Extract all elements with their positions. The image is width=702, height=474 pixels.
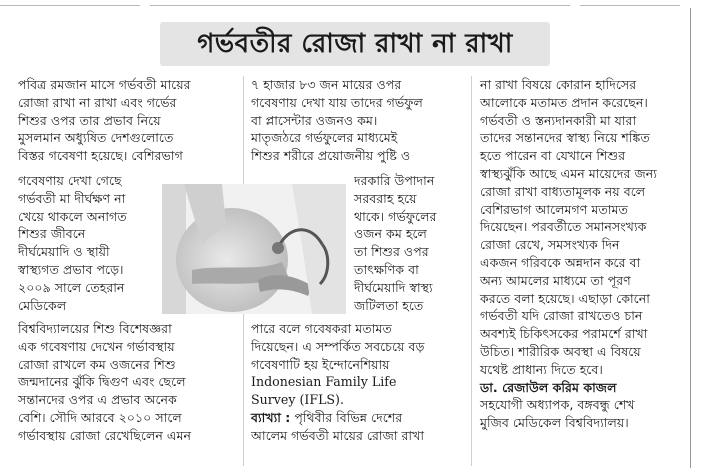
text-line: রোজা রাখলে কম ওজনের শিশু: [18, 356, 176, 372]
text-line: পবিত্র রমজান মাসে গর্ভবতী মায়ের: [18, 77, 191, 92]
text-line: করতে বলা হয়েছে। এছাড়া কোনো: [480, 290, 650, 306]
text-line: হতে পারেন বা যেখানে শিশুর: [480, 148, 626, 164]
text-line: ৭ হাজার ৮৩ জন মায়ের ওপর: [251, 77, 402, 92]
author-name: ডা. রেজাউল করিম কাজল: [480, 379, 617, 395]
text-line: স্বাস্থ্যঝুঁকি আছে এমন মায়েদের জন্য: [480, 165, 657, 181]
text-line: গবেষণায় দেখা যায় তাদের গর্ভফুল: [251, 94, 423, 110]
text-line: Indonesian Family Life: [251, 374, 397, 390]
article-column-1-top: [18, 76, 240, 165]
text-line: বিশ্ববিদ্যালয়ের শিশু বিশেষজ্ঞরা: [18, 321, 172, 336]
text-line: খেয়ে থাকলে অনাগত: [18, 208, 127, 224]
article-column-1-bottom: [18, 320, 191, 445]
text-line: জন্মদানের ঝুঁকি দ্বিগুণ এবং ছেলে: [18, 374, 186, 390]
text-line: এক গবেষণায় দেখেন গর্ভাবস্থায়: [18, 338, 175, 354]
text-line: গর্ভবতী মা দীর্ঘক্ষণ না: [18, 190, 126, 206]
text-line: গবেষণায় দেখা গেছে: [18, 173, 122, 188]
explanation-label: ব্যাখ্যা :: [251, 409, 291, 425]
text-line: বিস্তর গবেষণা হয়েছে। বেশিরভাগ: [18, 148, 183, 164]
pregnant-woman-stethoscope-photo: [162, 184, 346, 314]
text-line: Survey (IFLS).: [251, 392, 344, 408]
text-line: রোজা রেখে, সমসংখ্যক দিন: [480, 237, 620, 253]
text-line: ওজন কম হলে: [354, 226, 427, 242]
text-line: বা প্লাসেন্টার ওজনও কম।: [251, 112, 378, 128]
text-line: দিয়েছেন। এ সম্পর্কিত সবচেয়ে বড়: [251, 338, 425, 354]
text-line: জটিলতা হতে: [354, 297, 424, 313]
article-column-2-wrap: [354, 172, 466, 314]
text-line: থাকে। গর্ভফুলের: [354, 208, 437, 224]
text-line: গর্ভবতী ও স্তন্যদানকারী মা যারা: [480, 112, 637, 128]
text-line: দরকারি উপাদান: [354, 173, 435, 188]
article-column-2-bottom: [251, 320, 466, 445]
article-column-2-top: [251, 76, 466, 165]
text-line: শিশুর জীবনে: [18, 226, 86, 242]
text-line: রোজা রাখা বাধ্যতামূলক নয় বলে: [480, 183, 646, 199]
article-column-1-wrap: [18, 172, 127, 314]
text-line: রোজা রাখা না রাখা এবং গর্ভের: [18, 94, 177, 110]
text-line: না রাখা বিষয়ে কোরান হাদিসের: [480, 77, 637, 92]
text-line: আলেম গর্ভবতী মায়ের রোজা রাখা: [251, 427, 425, 443]
text-line: দীর্ঘমেয়াদি স্বাস্থ্য: [354, 279, 433, 295]
text-line: বেশিরভাগ আলেমগণ মতামত: [480, 201, 628, 217]
text-line: সন্তানদের ওপর এ প্রভাব অনেক: [18, 392, 177, 408]
text-line: বেশি। সৌদি আরবে ২০১০ সালে: [18, 409, 182, 425]
text-line: মাতৃজঠরে গর্ভফুলের মাধ্যমেই: [251, 130, 398, 146]
text-line: একজন গরিবকে অন্নদান করে বা: [480, 254, 641, 270]
text-line: সরবরাহ হয়ে: [354, 190, 417, 206]
text-line: তাদের সন্তানদের স্বাস্থ্য নিয়ে শঙ্কিত: [480, 130, 650, 146]
text-line: শিশুর ওপর তার প্রভাব নিয়ে: [18, 112, 161, 128]
explanation-text: পৃথিবীর বিভিন্ন দেশের: [294, 409, 403, 425]
explanation-line: [251, 409, 466, 427]
author-title-line: মুজিব মেডিকেল বিশ্ববিদ্যালয়।: [480, 415, 629, 431]
text-line: গর্ভাবস্থায় রোজা রেখেছিলেন এমন: [18, 427, 191, 443]
text-line: যথেষ্ট প্রাধান্য দিতে হবে।: [480, 361, 603, 377]
text-line: গবেষণাটি হয় ইন্দোনেশিয়ায়: [251, 356, 390, 372]
text-line: গর্ভবতী যদি রোজা রাখতেও চান: [480, 308, 643, 324]
text-line: উচিত। শারীরিক অবস্থা এ বিষয়ে: [480, 343, 641, 359]
text-line: মুসলমান অধ্যুষিত দেশগুলোতে: [18, 130, 174, 146]
text-line: শিশুর শরীরে প্রয়োজনীয় পুষ্টি ও: [251, 148, 411, 164]
headline: গর্ভবতীর রোজা রাখা না রাখা: [197, 29, 513, 59]
text-line: দিয়েছেন। পরবর্তীতে সমানসংখ্যক: [480, 219, 647, 235]
text-line: পারে বলে গবেষকরা মতামত: [251, 321, 392, 336]
text-line: মেডিকেল: [18, 297, 67, 313]
top-border: [0, 0, 702, 10]
text-line: দীর্ঘমেয়াদি ও স্থায়ী: [18, 244, 110, 260]
text-line: তাৎক্ষণিক বা: [354, 261, 419, 277]
text-line: আলোকে মতামত প্রদান করেছেন।: [480, 94, 648, 110]
column-divider: [471, 76, 472, 466]
author-title-line: সহযোগী অধ্যাপক, বঙ্গবন্ধু শেখ: [480, 397, 635, 413]
text-line: অবশ্যই চিকিৎসকের পরামর্শে রাখা: [480, 326, 648, 342]
article-column-3: [480, 76, 695, 432]
text-line: ২০০৯ সালে তেহরান: [18, 279, 125, 295]
text-line: অন্য আমলের মাধ্যমে তা পূরণ: [480, 272, 631, 288]
text-line: স্বাস্থ্যগত প্রভাব পড়ে।: [18, 261, 124, 277]
text-line: তা শিশুর ওপর: [354, 244, 429, 260]
